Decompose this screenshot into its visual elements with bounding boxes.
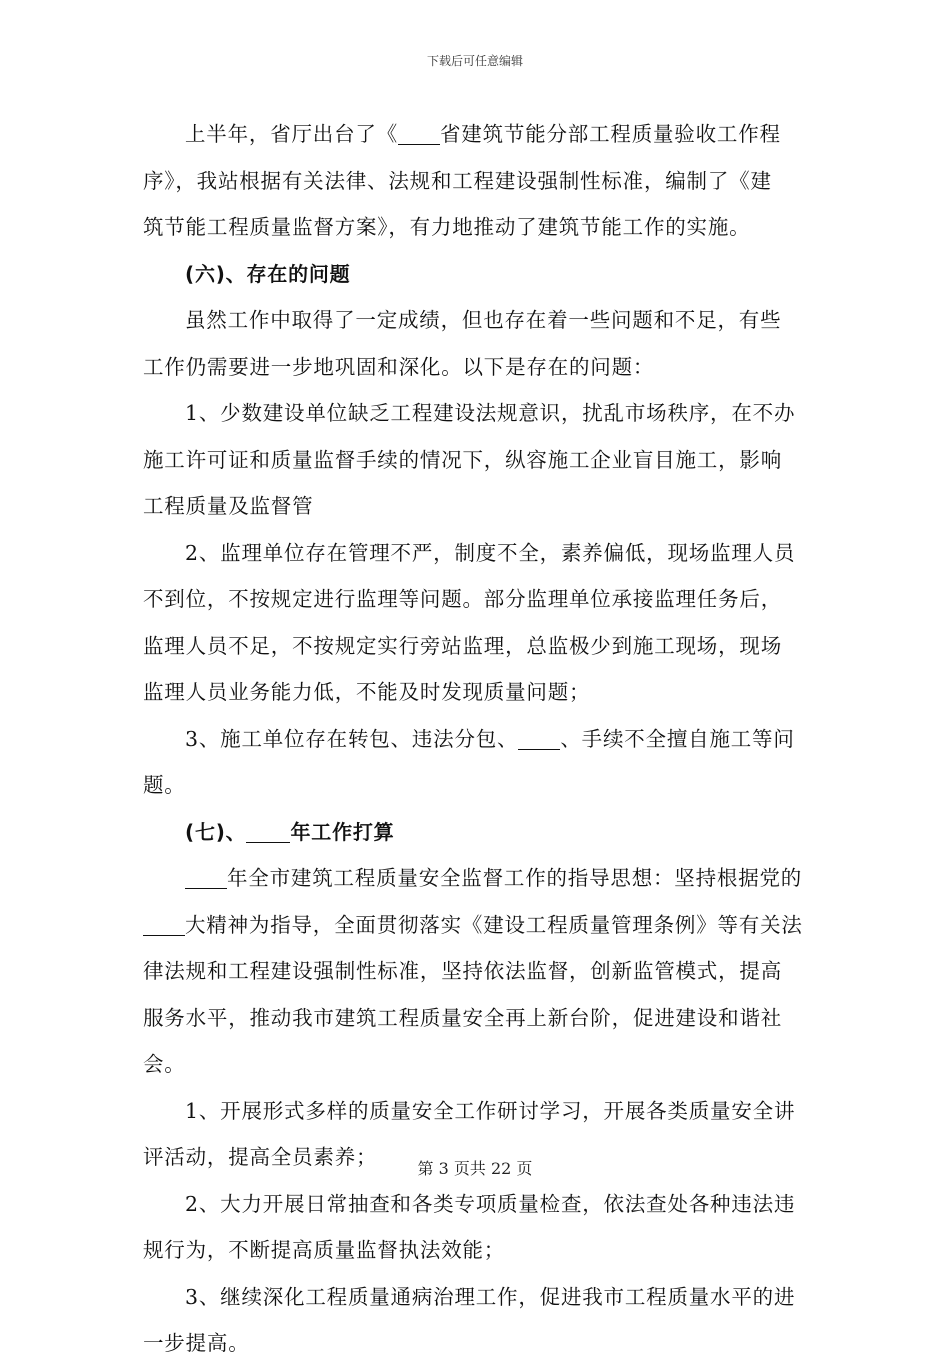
list-item-line: 规行为，不断提高质量监督执法效能； bbox=[143, 1238, 506, 1262]
section-heading-7 bbox=[143, 809, 811, 856]
page-header: 下载后可任意编辑 bbox=[426, 54, 523, 68]
list-item-line: 3、继续深化工程质量通病治理工作，促进我市工程质量水平的进 bbox=[185, 1284, 796, 1309]
text-run: 年全市建筑工程质量安全监督工作的指导思想：坚持根据党的 bbox=[227, 866, 803, 890]
page-number: 第 3 页共 22 页 bbox=[417, 1159, 533, 1178]
fill-blank bbox=[246, 818, 290, 843]
paragraph-line: 工作仍需要进一步地巩固和深化。以下是存在的问题： bbox=[143, 354, 655, 379]
list-item-line: 工程质量及监督管 bbox=[143, 494, 314, 518]
list-item-line: 不到位，不按规定进行监理等问题。部分监理单位承接监理任务后， bbox=[143, 587, 782, 611]
heading-run: 年工作打算 bbox=[290, 819, 395, 844]
list-item-line: 题。 bbox=[143, 773, 186, 797]
text-run: 省建筑节能分部工程质量验收工作程 bbox=[440, 122, 781, 146]
text-run: 、手续不全擅自施工等问 bbox=[560, 726, 795, 751]
text-run: 3、施工单位存在转包、违法分包、 bbox=[185, 726, 519, 751]
text-run: 上半年，省厅出台了《 bbox=[185, 122, 398, 146]
list-item-line: 1、开展形式多样的质量安全工作研讨学习，开展各类质量安全讲 bbox=[185, 1098, 796, 1123]
paragraph-line: 序》，我站根据有关法律、法规和工程建设强制性标准，编制了《建 bbox=[143, 168, 772, 193]
paragraph-line: 律法规和工程建设强制性标准，坚持依法监督，创新监管模式，提高 bbox=[143, 959, 782, 983]
paragraph-line: 会。 bbox=[143, 1052, 186, 1076]
paragraph-line bbox=[143, 111, 811, 158]
list-item-line: 监理人员业务能力低，不能及时发现质量问题； bbox=[143, 680, 591, 704]
text-run: 大精神为指导，全面贯彻落实《建设工程质量管理条例》等有关法 bbox=[185, 912, 803, 937]
fill-blank bbox=[185, 864, 227, 889]
heading-run: (七)、 bbox=[185, 819, 247, 844]
list-item-line: 2、大力开展日常抽查和各类专项质量检查，依法查处各种违法违 bbox=[185, 1191, 796, 1216]
list-item-line: 2、监理单位存在管理不严，制度不全，素养偏低，现场监理人员 bbox=[185, 540, 796, 565]
paragraph-line: 筑节能工程质量监督方案》，有力地推动了建筑节能工作的实施。 bbox=[143, 215, 751, 239]
paragraph-line: 服务水平，推动我市建筑工程质量安全再上新台阶，促进建设和谐社 bbox=[143, 1005, 782, 1030]
list-item-line: 1、少数建设单位缺乏工程建设法规意识，扰乱市场秩序，在不办 bbox=[185, 401, 796, 425]
paragraph-line bbox=[143, 855, 811, 902]
fill-blank bbox=[518, 725, 560, 750]
list-item-line: 一步提高。 bbox=[143, 1331, 250, 1355]
list-item-line: 监理人员不足，不按规定实行旁站监理，总监极少到施工现场，现场 bbox=[143, 633, 782, 658]
fill-blank bbox=[143, 911, 185, 936]
list-item-line: 施工许可证和质量监督手续的情况下，纵容施工企业盲目施工，影响 bbox=[143, 447, 782, 472]
paragraph-line bbox=[143, 902, 811, 949]
list-item-line: 评活动，提高全员素养； bbox=[143, 1145, 378, 1169]
section-heading-6: (六)、存在的问题 bbox=[185, 261, 351, 286]
paragraph-line: 虽然工作中取得了一定成绩，但也存在着一些问题和不足，有些 bbox=[185, 308, 782, 332]
list-item-line bbox=[143, 716, 811, 763]
fill-blank bbox=[398, 120, 440, 145]
